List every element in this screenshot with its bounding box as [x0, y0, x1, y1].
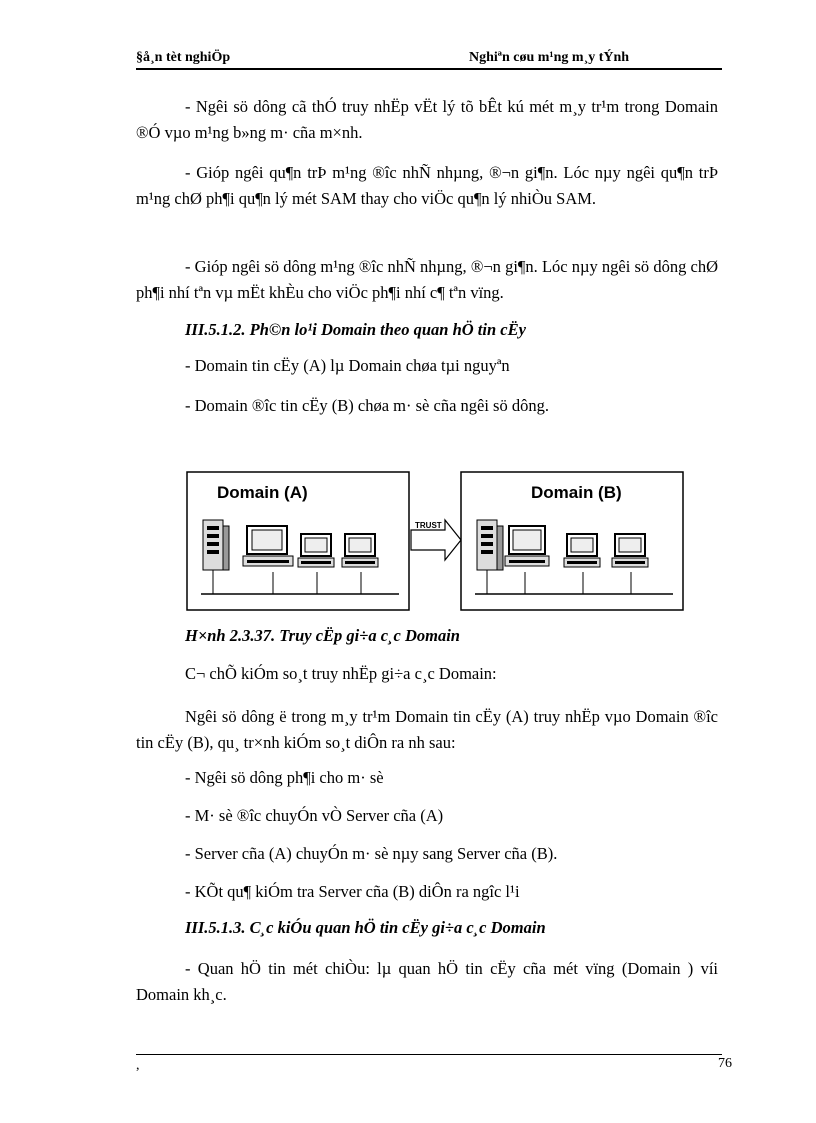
step-4: - KÕt qu¶ kiÓm tra Server cña (B) diÔn ra ngîc l¹i [185, 882, 520, 901]
figure-caption: H×nh 2.3.37. Truy cËp gi÷a c¸c Domain [185, 626, 460, 645]
domain-b-label: Domain (B) [531, 483, 622, 502]
trust-label: TRUST [415, 521, 442, 530]
header-right-title: Nghiªn cøu m¹ng m¸y tÝnh [469, 50, 630, 65]
control-intro: C¬ chÕ kiÓm so¸t truy nhËp gi÷a c¸c Domain: [185, 664, 497, 683]
workstation-a3-icon [342, 534, 378, 567]
step-2: - M· sè ®îc chuyÓn vÒ Server cña (A) [185, 806, 444, 825]
server-b-icon [477, 520, 503, 570]
workstation-a1-icon [243, 526, 293, 566]
bullet-trusted-domain: - Domain ®îc tin cËy (B) chøa m· sè cña ngêi sö dông. [185, 396, 549, 415]
section-heading-1: III.5.1.2. Ph©n lo¹i Domain theo quan hÖ tin cËy [185, 320, 526, 339]
domain-a-box [187, 472, 409, 610]
workstation-b2-icon [564, 534, 600, 567]
paragraph-3: - Gióp ngêi sö dông m¹ng ®îc nhÑ nhµng, ®¬n gi¶n. Lóc nµy ngêi sö dông chØ ph¶i nhí tªn vµ mËt khÈu cho viÖc ph¶i nhí c¶ tªn vïng. [136, 257, 718, 302]
header-left-title: §å¸n tèt nghiÖp [136, 50, 231, 65]
domain-a-label: Domain (A) [217, 483, 308, 502]
page-header [136, 48, 722, 70]
page-number: 76 [718, 1056, 732, 1071]
workstation-a2-icon [298, 534, 334, 567]
bullet-trusting-domain: - Domain tin cËy (A) lµ Domain chøa tµi nguyªn [185, 356, 510, 375]
step-1: - Ngêi sö dông ph¶i cho m· sè [185, 768, 384, 787]
footer-mark: , [136, 1058, 140, 1073]
paragraph-4: Ngêi sö dông ë trong m¸y tr¹m Domain tin cËy (A) truy nhËp vµo Domain ®îc tin cËy (B), qu¸ tr×nh kiÓm so¸t diÔn ra nh sau: [136, 707, 718, 752]
step-3: - Server cña (A) chuyÓn m· sè nµy sang Server cña (B). [185, 844, 558, 863]
header-divider [136, 68, 722, 70]
paragraph-1: - Ngêi sö dông cã thÓ truy nhËp vËt lý tõ bÊt kú mét m¸y tr¹m trong Domain ®Ó vµo m¹ng b»ng m· cña m×nh. [136, 97, 718, 142]
paragraph-5: - Quan hÖ tin mét chiÒu: lµ quan hÖ tin cËy cña mét vïng (Domain ) víi Domain kh¸c. [136, 959, 718, 1004]
server-a-icon [203, 520, 229, 570]
footer-divider [136, 1054, 722, 1055]
trust-arrow-icon [411, 520, 461, 560]
domain-b-box [461, 472, 683, 610]
domain-trust-diagram [185, 468, 685, 614]
workstation-b1-icon [505, 526, 549, 566]
workstation-b3-icon [612, 534, 648, 567]
paragraph-2: - Gióp ngêi qu¶n trÞ m¹ng ®îc nhÑ nhµng, ®¬n gi¶n. Lóc nµy ngêi qu¶n trÞ m¹ng chØ ph¶i qu¶n lý mét SAM thay cho viÖc qu¶n lý nhiÒu SAM. [136, 163, 718, 208]
section-heading-2: III.5.1.3. C¸c kiÓu quan hÖ tin cËy gi÷a c¸c Domain [185, 918, 546, 937]
